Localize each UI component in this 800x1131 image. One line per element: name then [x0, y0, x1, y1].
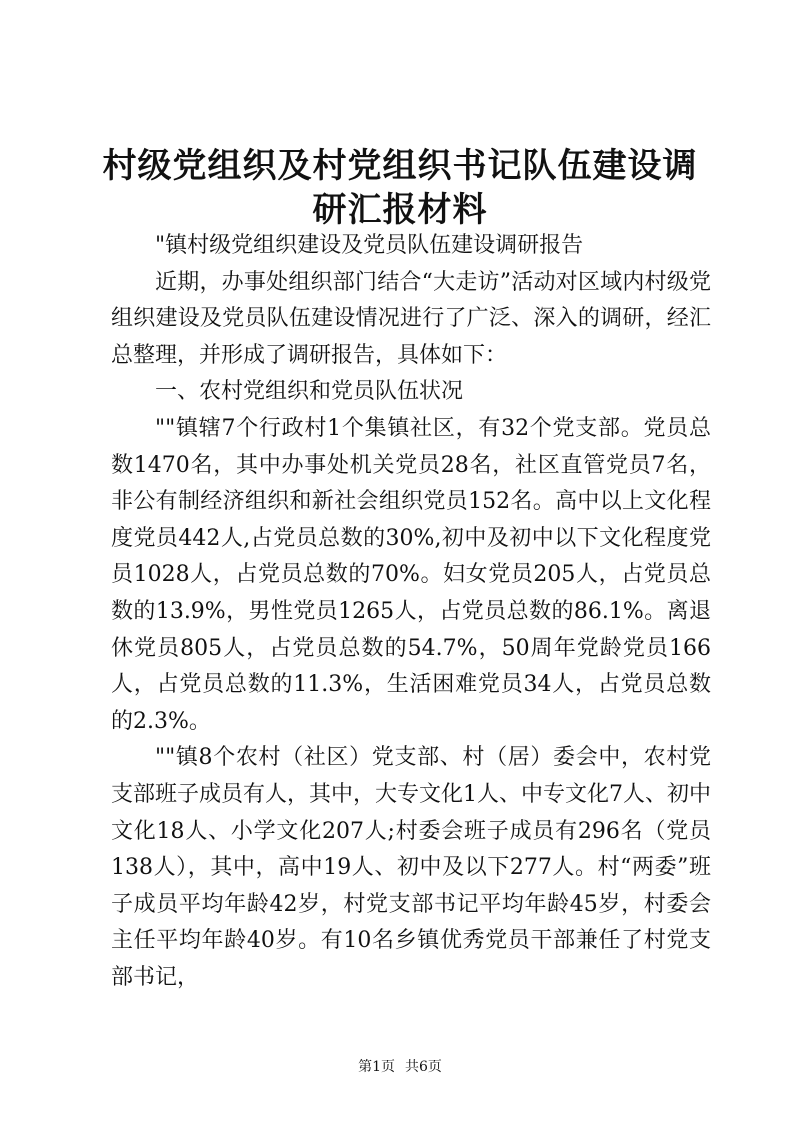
section-heading: 一、农村党组织和党员队伍状况	[155, 379, 464, 405]
page-footer	[0, 1058, 800, 1076]
paragraph-branch-members: ""镇8个农村（社区）党支部、村（居）委会中，农村党支部班子成员有人，其中，大专文化1人、中专文化7人、初中文化18人、小学文化207人;村委会班子成员有296名（党员138人），其中，高中19人、初中及以下277人。村“两委”班子成员平均年龄42岁，村党支部书记平均年龄45岁，村委会主任平均年龄40岁。有10名乡镇优秀党员干部兼任了村党支部书记，	[111, 745, 711, 990]
paragraph-report-name: "镇村级党组织建设及党员队伍建设调研报告	[155, 233, 584, 258]
paragraph-intro: 近期，办事处组织部门结合“大走访”活动对区域内村级党组织建设及党员队伍建设情况进行了广泛、深入的调研，经汇总整理，并形成了调研报告，具体如下：	[111, 269, 711, 368]
paragraph-party-members: ""镇辖7个行政村1个集镇社区，有32个党支部。党员总数1470名，其中办事处机关党员28名，社区直管党员7名，非公有制经济组织和新社会组织党员152名。高中以上文化程度党员442人,占党员总数的30%,初中及初中以下文化程度党员1028人，占党员总数的70%。妇女党员205人，占党员总数的13.9%，男性党员1265人，占党员总数的86.1%。离退休党员805人，占党员总数的54.7%，50周年党龄党员166人，占党员总数的11.3%，生活困难党员34人，占党员总数的2.3%。	[111, 415, 711, 734]
page-number: 第1页	[358, 1059, 395, 1075]
page-total: 共6页	[405, 1059, 442, 1075]
document-title: 村级党组织及村党组织书记队伍建设调研汇报材料	[102, 146, 698, 230]
document-body	[111, 228, 711, 996]
